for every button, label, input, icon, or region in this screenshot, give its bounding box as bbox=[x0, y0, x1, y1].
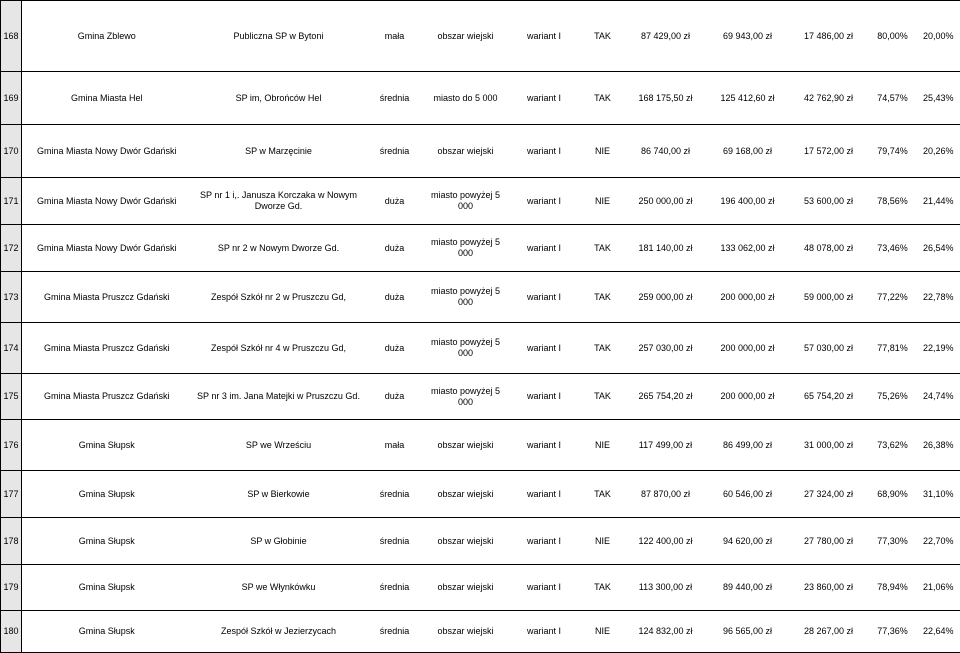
area-cell: miasto powyżej 5 000 bbox=[424, 272, 508, 323]
table-row bbox=[1, 611, 960, 653]
grant-percent-cell: 78,56% bbox=[869, 178, 917, 225]
variant-cell: wariant I bbox=[508, 611, 581, 653]
size-cell: średnia bbox=[366, 518, 424, 565]
variant-cell: wariant I bbox=[508, 471, 581, 518]
row-number: 178 bbox=[1, 518, 22, 565]
area-cell: obszar wiejski bbox=[424, 611, 508, 653]
contribution-percent-cell: 22,64% bbox=[917, 611, 960, 653]
table-row bbox=[1, 518, 960, 565]
area-cell: obszar wiejski bbox=[424, 420, 508, 471]
size-cell: duża bbox=[366, 178, 424, 225]
size-cell: duża bbox=[366, 272, 424, 323]
total-cost-cell: 257 030,00 zł bbox=[625, 323, 707, 374]
yes-no-cell: TAK bbox=[581, 225, 625, 272]
total-cost-cell: 124 832,00 zł bbox=[625, 611, 707, 653]
row-number: 175 bbox=[1, 374, 22, 420]
table-row bbox=[1, 72, 960, 125]
area-cell: miasto do 5 000 bbox=[424, 72, 508, 125]
variant-cell: wariant I bbox=[508, 1, 581, 72]
yes-no-cell: NIE bbox=[581, 518, 625, 565]
municipality-cell: Gmina Miasta Nowy Dwór Gdański bbox=[22, 225, 192, 272]
total-cost-cell: 86 740,00 zł bbox=[625, 125, 707, 178]
total-cost-cell: 259 000,00 zł bbox=[625, 272, 707, 323]
size-cell: średnia bbox=[366, 565, 424, 611]
grant-cell: 125 412,60 zł bbox=[707, 72, 789, 125]
yes-no-cell: TAK bbox=[581, 471, 625, 518]
variant-cell: wariant I bbox=[508, 72, 581, 125]
area-cell: obszar wiejski bbox=[424, 471, 508, 518]
variant-cell: wariant I bbox=[508, 565, 581, 611]
own-contribution-cell: 17 572,00 zł bbox=[789, 125, 869, 178]
table-row bbox=[1, 178, 960, 225]
variant-cell: wariant I bbox=[508, 125, 581, 178]
variant-cell: wariant I bbox=[508, 225, 581, 272]
row-number: 170 bbox=[1, 125, 22, 178]
contribution-percent-cell: 21,44% bbox=[917, 178, 960, 225]
row-number: 180 bbox=[1, 611, 22, 653]
total-cost-cell: 250 000,00 zł bbox=[625, 178, 707, 225]
row-number: 176 bbox=[1, 420, 22, 471]
yes-no-cell: NIE bbox=[581, 178, 625, 225]
grant-cell: 200 000,00 zł bbox=[707, 323, 789, 374]
own-contribution-cell: 57 030,00 zł bbox=[789, 323, 869, 374]
own-contribution-cell: 42 762,90 zł bbox=[789, 72, 869, 125]
own-contribution-cell: 23 860,00 zł bbox=[789, 565, 869, 611]
variant-cell: wariant I bbox=[508, 420, 581, 471]
municipality-cell: Gmina Słupsk bbox=[22, 471, 192, 518]
row-number: 174 bbox=[1, 323, 22, 374]
area-cell: miasto powyżej 5 000 bbox=[424, 225, 508, 272]
yes-no-cell: TAK bbox=[581, 72, 625, 125]
school-cell: SP w Głobinie bbox=[192, 518, 366, 565]
own-contribution-cell: 17 486,00 zł bbox=[789, 1, 869, 72]
size-cell: mała bbox=[366, 1, 424, 72]
grant-percent-cell: 74,57% bbox=[869, 72, 917, 125]
total-cost-cell: 181 140,00 zł bbox=[625, 225, 707, 272]
grant-percent-cell: 77,30% bbox=[869, 518, 917, 565]
yes-no-cell: TAK bbox=[581, 1, 625, 72]
size-cell: średnia bbox=[366, 125, 424, 178]
area-cell: obszar wiejski bbox=[424, 518, 508, 565]
table-row bbox=[1, 374, 960, 420]
grant-percent-cell: 73,46% bbox=[869, 225, 917, 272]
size-cell: duża bbox=[366, 225, 424, 272]
total-cost-cell: 122 400,00 zł bbox=[625, 518, 707, 565]
grant-percent-cell: 77,36% bbox=[869, 611, 917, 653]
variant-cell: wariant I bbox=[508, 178, 581, 225]
table-row bbox=[1, 225, 960, 272]
table-row bbox=[1, 272, 960, 323]
contribution-percent-cell: 22,78% bbox=[917, 272, 960, 323]
total-cost-cell: 87 870,00 zł bbox=[625, 471, 707, 518]
school-cell: Zespół Szkół nr 4 w Pruszczu Gd, bbox=[192, 323, 366, 374]
yes-no-cell: TAK bbox=[581, 374, 625, 420]
table-row bbox=[1, 471, 960, 518]
size-cell: mała bbox=[366, 420, 424, 471]
municipality-cell: Gmina Miasta Nowy Dwór Gdański bbox=[22, 178, 192, 225]
contribution-percent-cell: 24,74% bbox=[917, 374, 960, 420]
grant-cell: 69 943,00 zł bbox=[707, 1, 789, 72]
school-cell: SP w Marzęcinie bbox=[192, 125, 366, 178]
school-cell: SP we Włynkówku bbox=[192, 565, 366, 611]
school-cell: SP nr 3 im. Jana Matejki w Pruszczu Gd. bbox=[192, 374, 366, 420]
school-cell: Zespół Szkół nr 2 w Pruszczu Gd, bbox=[192, 272, 366, 323]
area-cell: miasto powyżej 5 000 bbox=[424, 323, 508, 374]
municipality-cell: Gmina Miasta Pruszcz Gdański bbox=[22, 272, 192, 323]
row-number: 168 bbox=[1, 1, 22, 72]
own-contribution-cell: 27 324,00 zł bbox=[789, 471, 869, 518]
yes-no-cell: TAK bbox=[581, 323, 625, 374]
variant-cell: wariant I bbox=[508, 272, 581, 323]
table-row bbox=[1, 565, 960, 611]
yes-no-cell: NIE bbox=[581, 611, 625, 653]
own-contribution-cell: 31 000,00 zł bbox=[789, 420, 869, 471]
row-number: 172 bbox=[1, 225, 22, 272]
own-contribution-cell: 65 754,20 zł bbox=[789, 374, 869, 420]
area-cell: obszar wiejski bbox=[424, 125, 508, 178]
school-cell: SP nr 2 w Nowym Dworze Gd. bbox=[192, 225, 366, 272]
table-row bbox=[1, 323, 960, 374]
grant-cell: 94 620,00 zł bbox=[707, 518, 789, 565]
contribution-percent-cell: 26,54% bbox=[917, 225, 960, 272]
grant-percent-cell: 80,00% bbox=[869, 1, 917, 72]
row-number: 169 bbox=[1, 72, 22, 125]
table-row bbox=[1, 1, 960, 72]
area-cell: miasto powyżej 5 000 bbox=[424, 178, 508, 225]
area-cell: obszar wiejski bbox=[424, 1, 508, 72]
yes-no-cell: TAK bbox=[581, 272, 625, 323]
area-cell: miasto powyżej 5 000 bbox=[424, 374, 508, 420]
municipality-cell: Gmina Słupsk bbox=[22, 611, 192, 653]
own-contribution-cell: 28 267,00 zł bbox=[789, 611, 869, 653]
variant-cell: wariant I bbox=[508, 323, 581, 374]
own-contribution-cell: 27 780,00 zł bbox=[789, 518, 869, 565]
row-number: 177 bbox=[1, 471, 22, 518]
grant-cell: 196 400,00 zł bbox=[707, 178, 789, 225]
table-row bbox=[1, 125, 960, 178]
row-number: 179 bbox=[1, 565, 22, 611]
yes-no-cell: NIE bbox=[581, 420, 625, 471]
grant-cell: 60 546,00 zł bbox=[707, 471, 789, 518]
variant-cell: wariant I bbox=[508, 374, 581, 420]
municipality-cell: Gmina Słupsk bbox=[22, 565, 192, 611]
grant-cell: 200 000,00 zł bbox=[707, 272, 789, 323]
grant-cell: 69 168,00 zł bbox=[707, 125, 789, 178]
size-cell: średnia bbox=[366, 72, 424, 125]
grant-cell: 200 000,00 zł bbox=[707, 374, 789, 420]
grant-cell: 96 565,00 zł bbox=[707, 611, 789, 653]
contribution-percent-cell: 21,06% bbox=[917, 565, 960, 611]
contribution-percent-cell: 20,26% bbox=[917, 125, 960, 178]
grant-cell: 133 062,00 zł bbox=[707, 225, 789, 272]
grant-percent-cell: 79,74% bbox=[869, 125, 917, 178]
contribution-percent-cell: 22,19% bbox=[917, 323, 960, 374]
variant-cell: wariant I bbox=[508, 518, 581, 565]
table-row bbox=[1, 420, 960, 471]
municipality-cell: Gmina Słupsk bbox=[22, 420, 192, 471]
contribution-percent-cell: 31,10% bbox=[917, 471, 960, 518]
grant-cell: 89 440,00 zł bbox=[707, 565, 789, 611]
municipality-cell: Gmina Zblewo bbox=[22, 1, 192, 72]
municipality-cell: Gmina Słupsk bbox=[22, 518, 192, 565]
grant-percent-cell: 75,26% bbox=[869, 374, 917, 420]
size-cell: średnia bbox=[366, 471, 424, 518]
municipality-cell: Gmina Miasta Pruszcz Gdański bbox=[22, 374, 192, 420]
row-number: 173 bbox=[1, 272, 22, 323]
total-cost-cell: 117 499,00 zł bbox=[625, 420, 707, 471]
total-cost-cell: 168 175,50 zł bbox=[625, 72, 707, 125]
school-cell: SP nr 1 i,. Janusza Korczaka w Nowym Dworze Gd. bbox=[192, 178, 366, 225]
size-cell: duża bbox=[366, 374, 424, 420]
own-contribution-cell: 53 600,00 zł bbox=[789, 178, 869, 225]
yes-no-cell: NIE bbox=[581, 125, 625, 178]
grant-cell: 86 499,00 zł bbox=[707, 420, 789, 471]
total-cost-cell: 87 429,00 zł bbox=[625, 1, 707, 72]
municipality-cell: Gmina Miasta Hel bbox=[22, 72, 192, 125]
municipality-cell: Gmina Miasta Nowy Dwór Gdański bbox=[22, 125, 192, 178]
grant-percent-cell: 77,81% bbox=[869, 323, 917, 374]
school-cell: SP im, Obrońców Hel bbox=[192, 72, 366, 125]
school-cell: SP w Bierkowie bbox=[192, 471, 366, 518]
grant-percent-cell: 73,62% bbox=[869, 420, 917, 471]
grant-percent-cell: 68,90% bbox=[869, 471, 917, 518]
school-cell: Zespół Szkół w Jezierzycach bbox=[192, 611, 366, 653]
own-contribution-cell: 59 000,00 zł bbox=[789, 272, 869, 323]
total-cost-cell: 265 754,20 zł bbox=[625, 374, 707, 420]
yes-no-cell: TAK bbox=[581, 565, 625, 611]
area-cell: obszar wiejski bbox=[424, 565, 508, 611]
contribution-percent-cell: 25,43% bbox=[917, 72, 960, 125]
grant-percent-cell: 77,22% bbox=[869, 272, 917, 323]
own-contribution-cell: 48 078,00 zł bbox=[789, 225, 869, 272]
size-cell: duża bbox=[366, 323, 424, 374]
total-cost-cell: 113 300,00 zł bbox=[625, 565, 707, 611]
school-cell: SP we Wrześciu bbox=[192, 420, 366, 471]
table-body bbox=[1, 1, 960, 653]
contribution-percent-cell: 26,38% bbox=[917, 420, 960, 471]
school-cell: Publiczna SP w Bytoni bbox=[192, 1, 366, 72]
municipality-cell: Gmina Miasta Pruszcz Gdański bbox=[22, 323, 192, 374]
row-number: 171 bbox=[1, 178, 22, 225]
size-cell: średnia bbox=[366, 611, 424, 653]
contribution-percent-cell: 22,70% bbox=[917, 518, 960, 565]
grant-percent-cell: 78,94% bbox=[869, 565, 917, 611]
contribution-percent-cell: 20,00% bbox=[917, 1, 960, 72]
